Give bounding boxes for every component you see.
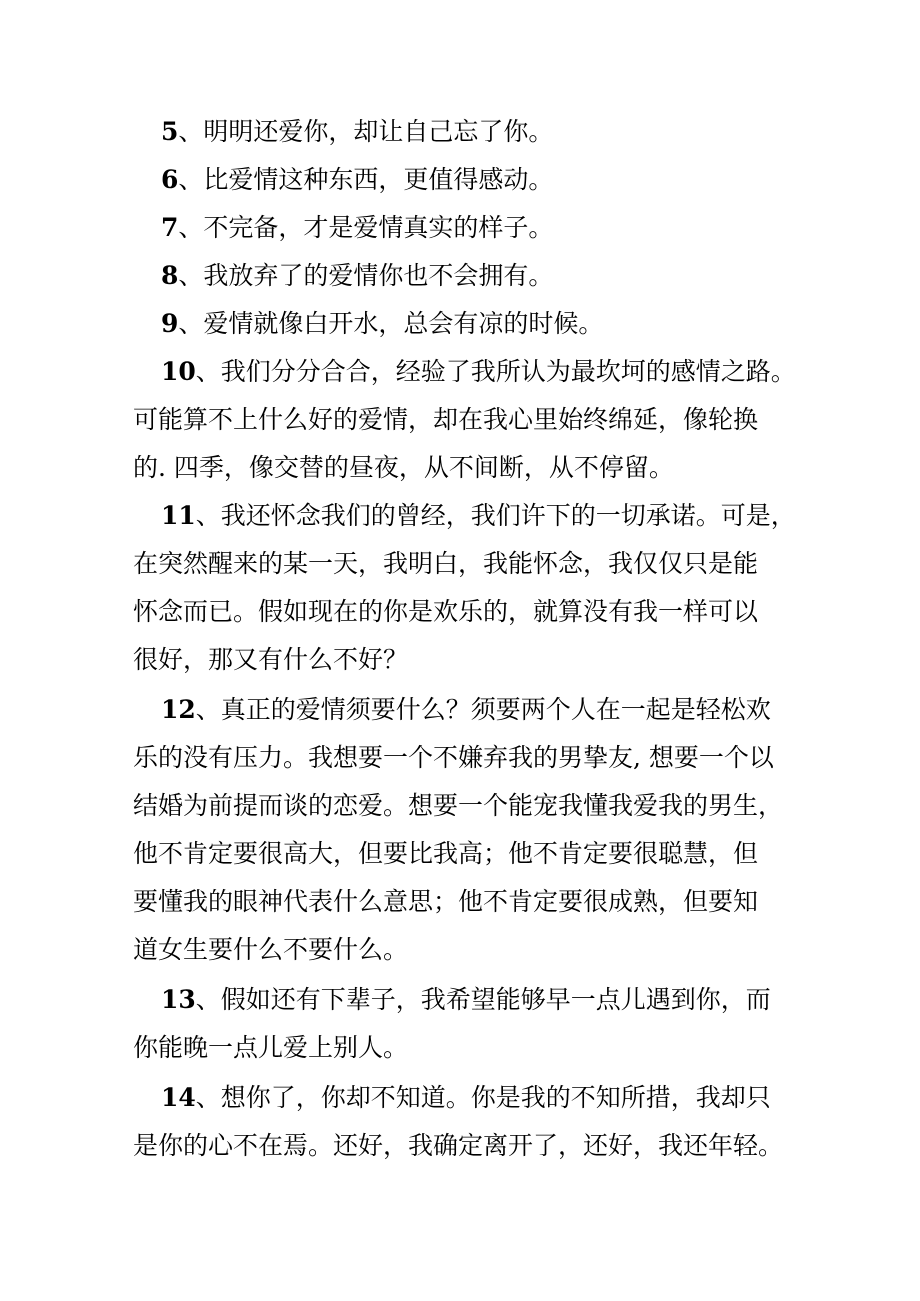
item-number: 12 <box>161 695 196 724</box>
item-text: 、比爱情这种东西，更值得感动。 <box>178 165 554 194</box>
item-line <box>133 1074 793 1122</box>
item-line: 要懂我的眼神代表什么意思；他不肯定要很成熟，但要知 <box>133 887 759 916</box>
item-line: 他不肯定要很高大，但要比我高；他不肯定要很聪慧，但 <box>133 839 759 868</box>
list-item <box>133 156 793 204</box>
item-line: 是你的心不在焉。还好，我确定离开了，还好，我还年轻。 <box>133 1131 784 1160</box>
list-item <box>133 348 796 492</box>
item-line: 道女生要什么不要什么。 <box>133 935 409 964</box>
item-line: 很好，那又有什么不好？ <box>133 645 409 674</box>
item-number: 6 <box>161 165 179 194</box>
item-line <box>133 976 793 1024</box>
item-text: 、假如还有下辈子，我希望能够早一点儿遇到你，而 <box>195 985 771 1014</box>
list-item <box>133 976 793 1072</box>
item-line: 在突然醒来的某一天，我明白，我能怀念，我仅仅只是能 <box>133 549 759 578</box>
item-number: 14 <box>161 1083 196 1112</box>
item-line: 怀念而已。假如现在的你是欢乐的，就算没有我一样可以 <box>133 597 759 626</box>
item-text: 、我放弃了的爱情你也不会拥有。 <box>178 261 554 290</box>
item-number: 7 <box>161 213 179 242</box>
list-item <box>133 686 793 974</box>
item-text: 、我还怀念我们的曾经，我们许下的一切承诺。可是， <box>195 501 796 530</box>
item-text: 、爱情就像白开水，总会有凉的时候。 <box>178 309 604 338</box>
item-number: 13 <box>161 985 196 1014</box>
item-text: 、不完备，才是爱情真实的样子。 <box>178 213 554 242</box>
list-item <box>133 300 793 348</box>
list-item <box>133 1074 793 1170</box>
item-number: 8 <box>161 261 179 290</box>
item-line: 你能晚一点儿爱上别人。 <box>133 1033 409 1062</box>
item-text: 、我们分分合合，经验了我所认为最坎坷的感情之路。 <box>195 357 796 386</box>
item-number: 9 <box>161 309 179 338</box>
item-text: 、想你了，你却不知道。你是我的不知所措，我却只 <box>195 1083 771 1112</box>
item-line <box>133 492 796 540</box>
list-item <box>133 252 793 300</box>
item-text: 、真正的爱情须要什么？须要两个人在一起是轻松欢 <box>195 695 771 724</box>
item-text: 、明明还爱你，却让自己忘了你。 <box>178 117 554 146</box>
document-body <box>133 108 796 1170</box>
item-line: 的. 四季，像交替的昼夜，从不间断，从不停留。 <box>133 453 674 482</box>
item-line <box>133 348 796 396</box>
item-line: 结婚为前提而谈的恋爱。想要一个能宠我懂我爱我的男生， <box>133 791 784 820</box>
list-item <box>133 492 796 684</box>
list-item <box>133 108 793 156</box>
item-line <box>133 686 793 734</box>
item-number: 11 <box>161 501 196 530</box>
item-number: 10 <box>161 357 196 386</box>
item-line: 可能算不上什么好的爱情，却在我心里始终绵延，像轮换 <box>133 405 759 434</box>
list-item <box>133 204 793 252</box>
item-line: 乐的没有压力。我想要一个不嫌弃我的男挚友, 想要一个以 <box>133 743 774 772</box>
item-number: 5 <box>161 117 179 146</box>
